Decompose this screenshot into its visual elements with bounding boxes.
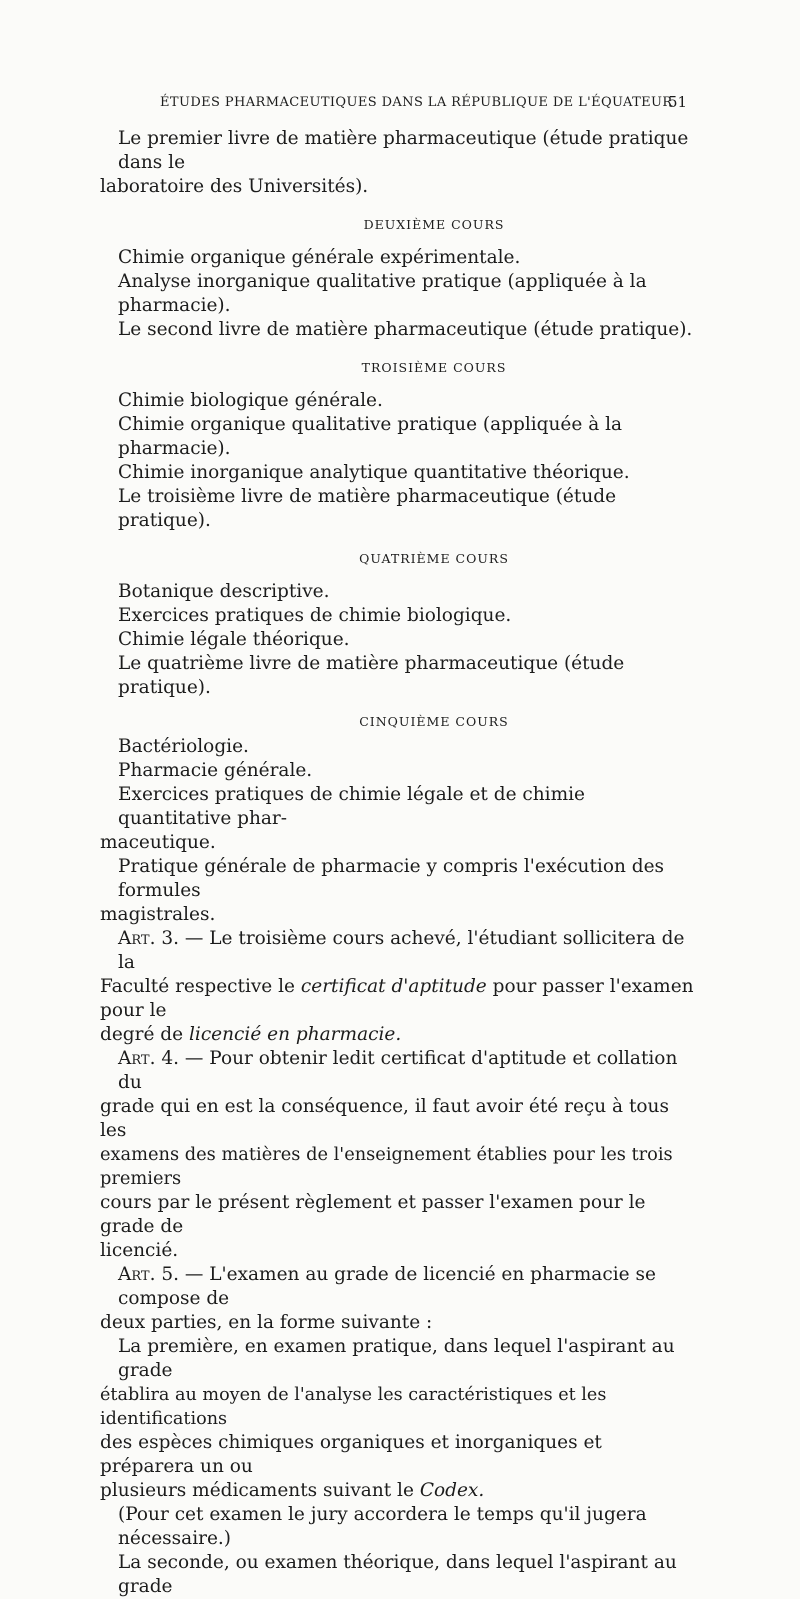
course-item: Exercices pratiques de chimie biologique.: [118, 605, 512, 626]
section-title-quatrieme-cours: QUATRIÈME COURS: [359, 551, 509, 566]
intro-line: laboratoire des Universités).: [100, 176, 369, 197]
article-label: Art. 4.: [118, 1048, 180, 1069]
course-item: Pratique générale de pharmacie y compris l'exécution des formules: [118, 856, 665, 901]
course-item: Chimie légale théorique.: [118, 629, 350, 650]
article-3-line: Faculté respective le certificat d'aptitude pour passer l'examen pour le: [100, 976, 694, 1021]
course-item: Botanique descriptive.: [118, 581, 330, 602]
course-item: Chimie organique générale expérimentale.: [118, 247, 521, 268]
article-5-line: deux parties, en la forme suivante :: [100, 1312, 433, 1333]
paragraph-line: établira au moyen de l'analyse les caractéristiques et les identifications: [100, 1385, 607, 1429]
intro-line: Le premier livre de matière pharmaceutique (étude pratique dans le: [118, 128, 689, 173]
page-body: [100, 127, 700, 1599]
course-item: Chimie organique qualitative pratique (appliquée à la pharmacie).: [118, 414, 623, 459]
paragraph-jury: (Pour cet examen le jury accordera le temps qu'il jugera nécessaire.): [118, 1504, 647, 1549]
page-number: 51: [668, 93, 688, 111]
paragraph-premiere: La première, en examen pratique, dans lequel l'aspirant au grade: [118, 1336, 675, 1381]
paragraph-seconde: La seconde, ou examen théorique, dans lequel l'aspirant au grade: [118, 1552, 677, 1597]
article-4-line: cours par le présent règlement et passer l'examen pour le grade de: [100, 1192, 646, 1237]
section-title-deuxieme-cours: DEUXIÈME COURS: [363, 217, 505, 232]
course-item: Le second livre de matière pharmaceutique (étude pratique).: [118, 319, 693, 340]
course-item-continued: maceutique.: [100, 832, 216, 853]
course-item: Exercices pratiques de chimie légale et de chimie quantitative phar-: [118, 784, 586, 829]
article-3: Art. 3. — Le troisième cours achevé, l'étudiant sollicitera de la: [118, 928, 685, 973]
paragraph-line: des espèces chimiques organiques et inorganiques et préparera un ou: [100, 1432, 602, 1477]
article-4-line: examens des matières de l'enseignement établies pour les trois premiers: [100, 1144, 673, 1189]
section-title-cinquieme-cours: CINQUIÈME COURS: [359, 714, 509, 729]
course-item: Bactériologie.: [118, 736, 249, 757]
article-label: Art. 5.: [118, 1264, 180, 1285]
running-header: ÉTUDES PHARMACEUTIQUES DANS LA RÉPUBLIQUE DE L'ÉQUATEUR: [160, 95, 673, 110]
article-label: Art. 3.: [118, 928, 180, 949]
course-item: Pharmacie générale.: [118, 760, 313, 781]
paragraph-line: plusieurs médicaments suivant le Codex.: [100, 1480, 485, 1501]
course-item: Chimie inorganique analytique quantitative théorique.: [118, 462, 630, 483]
course-item-continued: magistrales.: [100, 904, 216, 925]
article-4-line: licencié.: [100, 1240, 179, 1261]
article-4: Art. 4. — Pour obtenir ledit certificat d'aptitude et collation du: [118, 1048, 678, 1093]
course-item: Le quatrième livre de matière pharmaceutique (étude pratique).: [118, 653, 625, 698]
article-4-line: grade qui en est la conséquence, il faut avoir été reçu à tous les: [100, 1096, 669, 1141]
section-title-troisieme-cours: TROISIÈME COURS: [361, 360, 507, 375]
article-5: Art. 5. — L'examen au grade de licencié en pharmacie se compose de: [118, 1264, 656, 1309]
course-item: Le troisième livre de matière pharmaceutique (étude pratique).: [118, 486, 617, 531]
course-item: Analyse inorganique qualitative pratique (appliquée à la pharmacie).: [118, 271, 647, 316]
article-3-line: degré de licencié en pharmacie.: [100, 1024, 402, 1045]
course-item: Chimie biologique générale.: [118, 390, 383, 411]
